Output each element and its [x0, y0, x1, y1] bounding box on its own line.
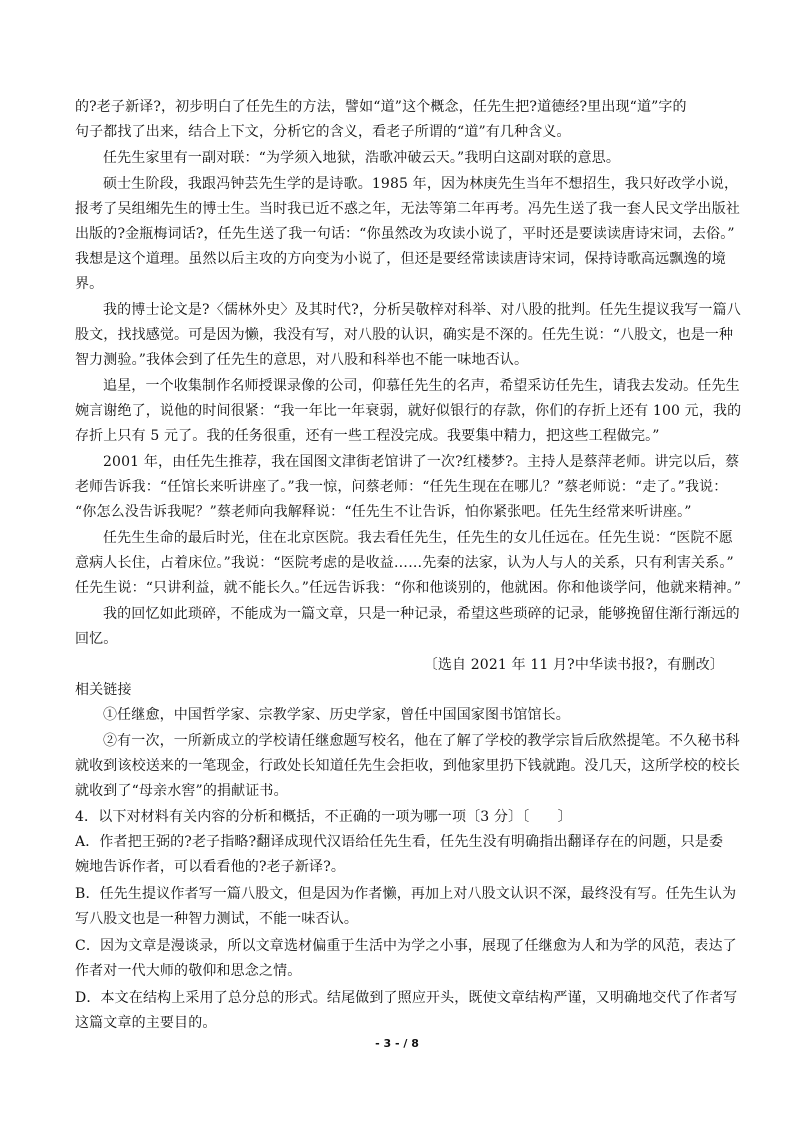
paragraph-line: 婉言谢绝了，说他的时间很紧：“我一年比一年衰弱，就好似银行的存款，你们的存折上还有 100 元，我的: [75, 403, 742, 419]
paragraph-line: 我的回忆如此琐碎，不能成为一篇文章，只是一种记录，希望这些琐碎的记录，能够挽留住渐行渐远的: [103, 606, 740, 622]
paragraph-line: 任先生生命的最后时光，住在北京医院。我去看任先生，任先生的女儿任远在。任先生说：“医院不愿: [103, 530, 733, 546]
option-a-line: 婉地告诉作者，可以看看他的?老子新译?。: [75, 859, 346, 875]
paragraph-line: 回忆。: [75, 631, 118, 647]
related-link-line: 就收到该校送来的一笔现金，行政处长知道任先生会拒收，到他家里扔下钱就跑。没几天，这所学校的校长: [75, 758, 741, 774]
paragraph-line: 我的博士论文是?〈儒林外史〉及其时代?，分析吴敬梓对科举、对八股的批判。任先生提议我写一篇八: [103, 302, 741, 318]
option-a-line: A．作者把王弼的?老子指略?翻译成现代汉语给任先生看，任先生没有明确指出翻译存在的问题，只是委: [75, 834, 724, 850]
paragraph-line: 智力测验。”我体会到了任先生的意思，对八股和科举也不能一味地否认。: [75, 352, 529, 368]
option-b-line: B．任先生提议作者写一篇八股文，但是因为作者懒，再加上对八股文认识不深，最终没有写。任先生认为: [75, 886, 737, 902]
option-c-line: 作者对一代大师的敬仰和思念之情。: [75, 963, 302, 979]
paragraph-line: 句子都找了出来，结合上下文，分析它的含义，看老子所谓的“道”有几种含义。: [75, 124, 571, 140]
paragraph-line: 追星，一个收集制作名师授课录像的公司，仰慕任先生的名声，希望采访任先生，请我去发动。任先生: [103, 378, 740, 394]
option-b-line: 写八股文也是一种智力测试，不能一味否认。: [75, 911, 358, 927]
paragraph-line: 任先生家里有一副对联：“为学须入地狱，浩歌冲破云天。”我明白这副对联的意思。: [103, 150, 621, 166]
paragraph-line: 界。: [75, 276, 104, 292]
paragraph-line: 硕士生阶段，我跟冯钟芸先生学的是诗歌。1985 年，因为林庚先生当年不想招生，我只好改学小说，: [103, 176, 739, 192]
page-number: - 3 - / 8: [375, 1037, 419, 1050]
paragraph-line: 2001 年，由任先生推荐，我在国图文津街老馆讲了一次?红楼梦?。主持人是蔡萍老师。讲完以后，蔡: [103, 454, 740, 470]
paragraph-line: 出版的?金瓶梅词话?，任先生送了我一句话：“你虽然改为攻读小说了，平时还是要读读唐诗宋词，去俗。”: [75, 226, 735, 242]
paragraph-line: 股文，找找感觉。可是因为懒，我没有写，对八股的认识，确实是不深的。任先生说：“八股文，也是一种: [75, 327, 734, 343]
paragraph-line: 报考了吴组缃先生的博士生。当时我已近不惑之年，无法等第二年再考。冯先生送了我一套人民文学出版社: [75, 201, 741, 217]
related-links-heading: 相关链接: [75, 682, 132, 698]
paragraph-line: 任先生说：“只讲利益，就不能长久。”任远告诉我：“你和他谈别的，他就困。你和他谈学问，他就来精神。”: [75, 580, 742, 596]
related-link-line: ①任继愈，中国哲学家、宗教学家、历史学家，曾任中国国家图书馆馆长。: [103, 707, 570, 723]
option-d-line: 这篇文章的主要目的。: [75, 1015, 217, 1031]
paragraph-line: 存折上只有 5 元了。我的任务很重，还有一些工程没完成。我要集中精力，把这些工程做完。”: [75, 428, 660, 444]
paragraph-line: 老师告诉我：“任馆长来听讲座了。”我一惊，问蔡老师：“任先生现在在哪儿？”蔡老师说：“走了。”我说：: [75, 479, 728, 495]
option-d-line: D．本文在结构上采用了总分总的形式。结尾做到了照应开头，既使文章结构严谨，又明确地交代了作者写: [75, 990, 738, 1006]
paragraph-line: 意病人长住，占着床位。”我说：“医院考虑的是收益……先秦的法家，认为人与人的关系，只有利害关系。”: [75, 555, 734, 571]
question-stem: 4．以下对材料有关内容的分析和概括，不正确的一项为哪一项〔3 分〕〔 〕: [75, 809, 572, 825]
related-link-line: 就收到了“母亲水窖”的捐献证书。: [75, 783, 288, 799]
source-citation: 〔选自 2021 年 11 月?中华读书报?，有删改〕: [423, 657, 724, 673]
paragraph-line: 我想是这个道理。虽然以后主攻的方向变为小说了，但还是要经常读读唐诗宋词，保持诗歌高远飘逸的境: [75, 251, 726, 267]
option-c-line: C．因为文章是漫谈录，所以文章选材偏重于生活中为学之小事，展现了任继愈为人和为学的风范，表达了: [75, 938, 737, 954]
paragraph-line: “你怎么没告诉我呢？”蔡老师向我解释说：“任先生不让告诉，怕你紧张吧。任先生经常来听讲座。”: [75, 504, 692, 520]
related-link-line: ②有一次，一所新成立的学校请任继愈题写校名，他在了解了学校的教学宗旨后欣然提笔。不久秘书科: [103, 733, 740, 749]
paragraph-line: 的?老子新译?，初步明白了任先生的方法，譬如“道”这个概念，任先生把?道德经?里出现“道”字的: [75, 99, 687, 115]
